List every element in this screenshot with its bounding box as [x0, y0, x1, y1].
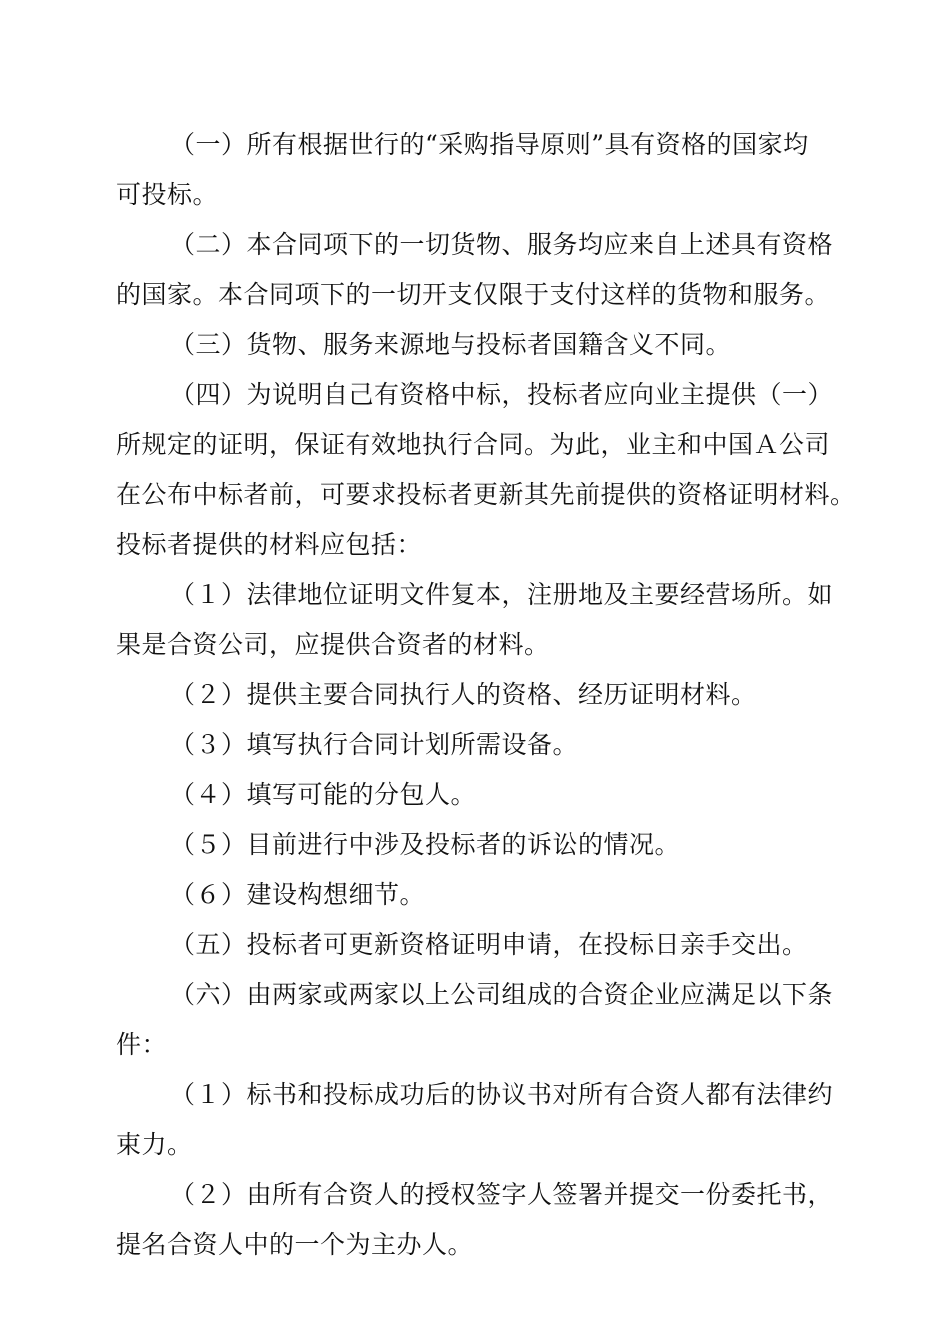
paragraph-line: 提名合资人中的一个为主办人。 — [116, 1230, 474, 1259]
paragraph-line: 束力。 — [116, 1130, 193, 1159]
paragraph-line: （３）填写执行合同计划所需设备。 — [170, 730, 579, 759]
paragraph-line: 投标者提供的材料应包括： — [116, 530, 423, 559]
paragraph-line: （４）填写可能的分包人。 — [170, 780, 477, 809]
paragraph-line: （三）货物、服务来源地与投标者国籍含义不同。 — [170, 330, 732, 359]
paragraph-line: （２）提供主要合同执行人的资格、经历证明材料。 — [170, 680, 757, 709]
paragraph-line: （四）为说明自己有资格中标，投标者应向业主提供（一） — [170, 380, 834, 409]
paragraph-line: （２）由所有合资人的授权签字人签署并提交一份委托书， — [170, 1180, 834, 1209]
paragraph-line: （５）目前进行中涉及投标者的诉讼的情况。 — [170, 830, 681, 859]
paragraph-line: 的国家。本合同项下的一切开支仅限于支付这样的货物和服务。 — [116, 280, 831, 309]
paragraph-line: 件： — [116, 1030, 168, 1059]
paragraph-line: （一）所有根据世行的“采购指导原则”具有资格的国家均 — [170, 130, 809, 159]
paragraph-line: （二）本合同项下的一切货物、服务均应来自上述具有资格 — [170, 230, 834, 259]
paragraph-line: （１）标书和投标成功后的协议书对所有合资人都有法律约 — [170, 1080, 834, 1109]
paragraph-line: （五）投标者可更新资格证明申请，在投标日亲手交出。 — [170, 930, 808, 959]
paragraph-line: 在公布中标者前，可要求投标者更新其先前提供的资格证明材料。 — [116, 480, 856, 509]
paragraph-line: 可投标。 — [116, 180, 219, 209]
paragraph-line: 果是合资公司，应提供合资者的材料。 — [116, 630, 550, 659]
paragraph-line: （六）由两家或两家以上公司组成的合资企业应满足以下条 — [170, 980, 834, 1009]
paragraph-line: 所规定的证明，保证有效地执行合同。为此，业主和中国Ａ公司 — [116, 430, 831, 459]
paragraph-line: （１）法律地位证明文件复本，注册地及主要经营场所。如 — [170, 580, 834, 609]
paragraph-line: （６）建设构想细节。 — [170, 880, 426, 909]
